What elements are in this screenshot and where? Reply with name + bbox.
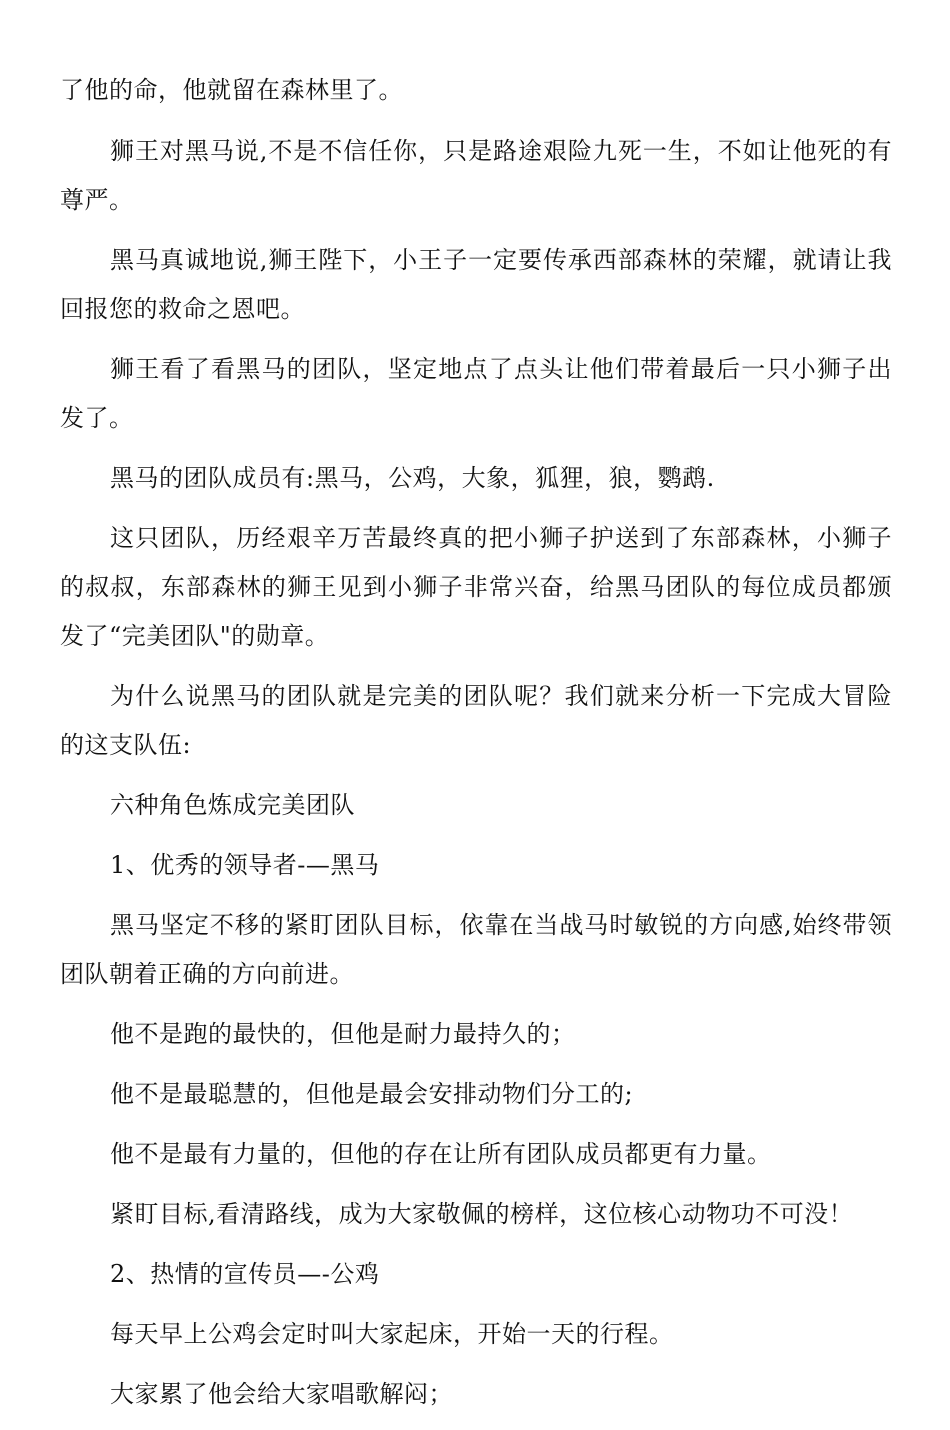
document-body — [60, 66, 892, 1430]
paragraph: 为什么说黑马的团队就是完美的团队呢？我们就来分析一下完成大冒险的这支队伍: — [60, 682, 892, 759]
paragraph: 大家累了他会给大家唱歌解闷； — [110, 1380, 453, 1408]
paragraph: 紧盯目标,看清路线，成为大家敬佩的榜样，这位核心动物功不可没！ — [110, 1200, 854, 1228]
paragraph: 每天早上公鸡会定时叫大家起床，开始一天的行程。 — [110, 1320, 674, 1348]
paragraph: 他不是跑的最快的，但他是耐力最持久的； — [110, 1020, 576, 1048]
paragraph: 他不是最聪慧的，但他是最会安排动物们分工的; — [110, 1080, 634, 1108]
paragraph: 他不是最有力量的，但他的存在让所有团队成员都更有力量。 — [110, 1140, 772, 1168]
paragraph: 这只团队，历经艰辛万苦最终真的把小狮子护送到了东部森林，小狮子的叔叔，东部森林的狮王见到小狮子非常兴奋，给黑马团队的每位成员都颁发了“完美团队"的勋章。 — [60, 524, 892, 650]
subsection-heading: 2、热情的宣传员—-公鸡 — [110, 1260, 380, 1288]
section-heading: 六种角色炼成完美团队 — [110, 791, 355, 819]
paragraph: 狮王对黑马说,不是不信任你，只是路途艰险九死一生，不如让他死的有尊严。 — [60, 137, 892, 214]
paragraph: 黑马坚定不移的紧盯团队目标，依靠在当战马时敏锐的方向感,始终带领团队朝着正确的方向前进。 — [60, 911, 892, 988]
paragraph: 狮王看了看黑马的团队，坚定地点了点头让他们带着最后一只小狮子出发了。 — [60, 355, 892, 432]
subsection-heading: 1、优秀的领导者-—黑马 — [110, 851, 380, 879]
paragraph: 黑马真诚地说,狮王陛下，小王子一定要传承西部森林的荣耀，就请让我回报您的救命之恩吧。 — [60, 246, 892, 323]
paragraph: 黑马的团队成员有:黑马，公鸡，大象，狐狸，狼，鹦鹉. — [110, 464, 715, 492]
paragraph: 了他的命，他就留在森林里了。 — [60, 76, 403, 104]
